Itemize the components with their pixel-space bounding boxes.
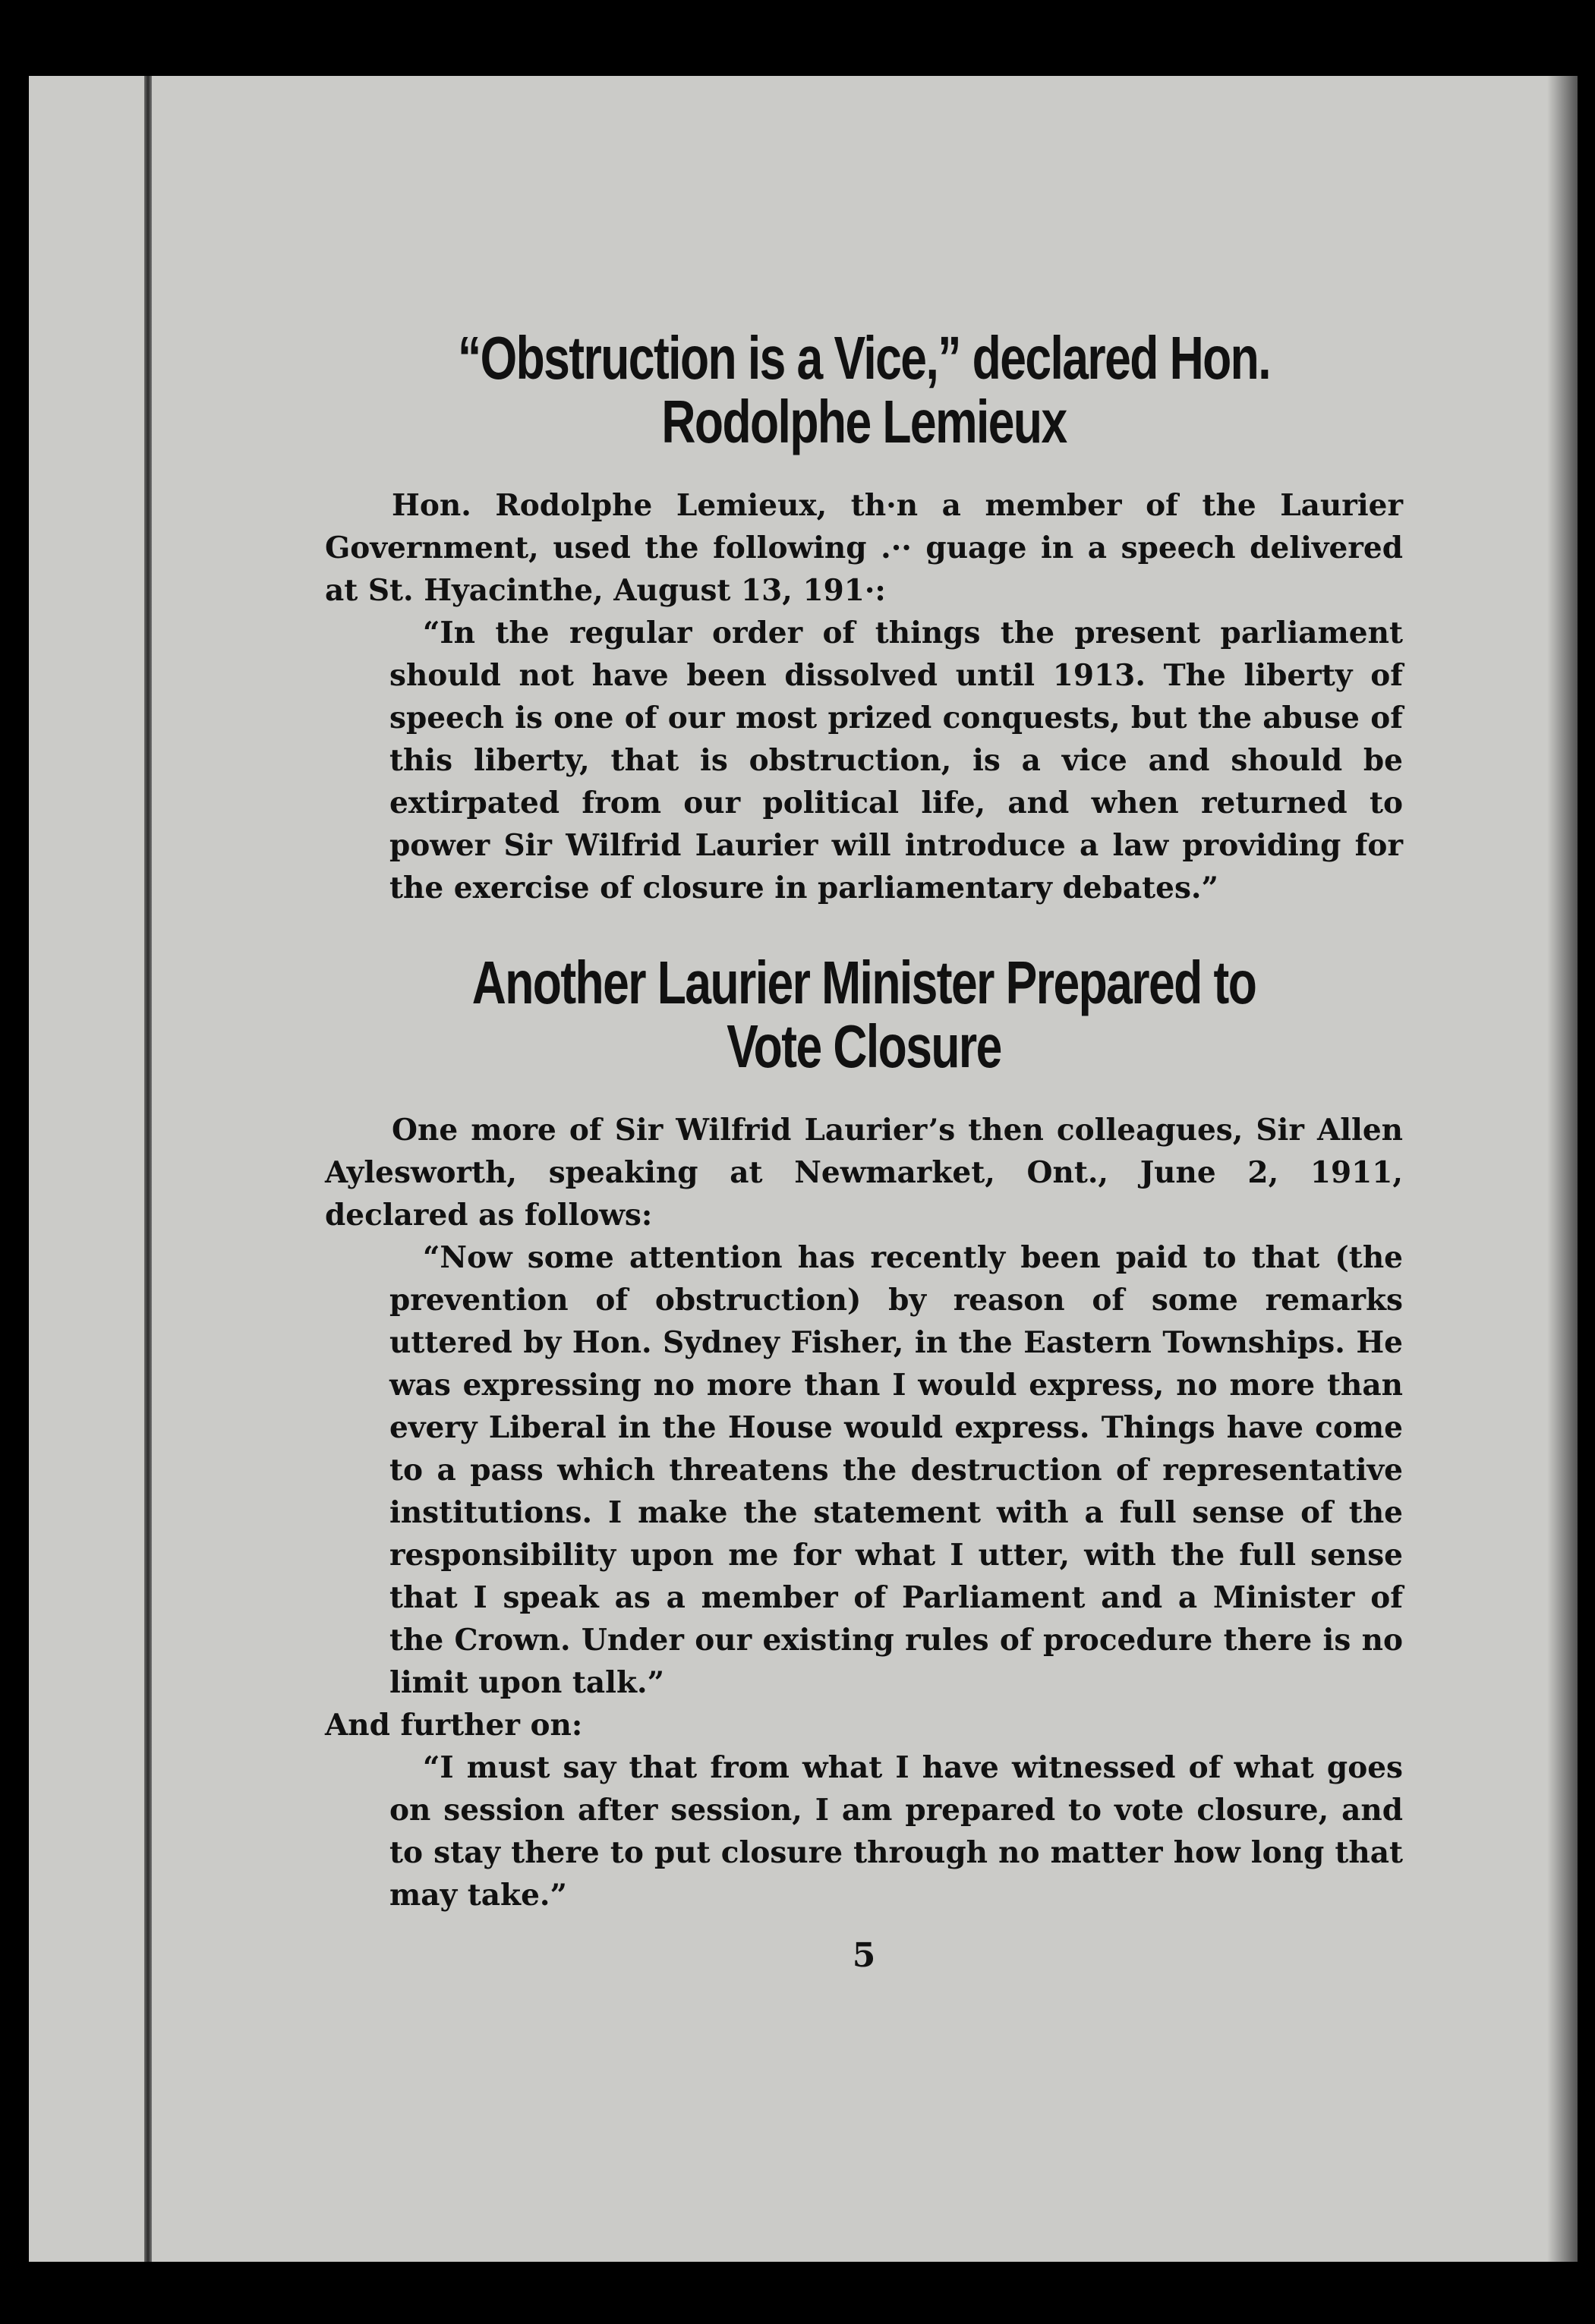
section1-heading-line2: Rodolphe Lemieux (661, 388, 1067, 455)
quote-text: Things have come to a pass which threatens the destruction of representative institutions. I make the statement with a full sense of the responsibility upon me for what I utter, with the full sense that I speak as a member of Parliament and a Minister of the Crown. Under our existing rules of procedure there is no limit upon talk.” (389, 1410, 1403, 1700)
section2-heading-line1: Another Laurier Minister Prepared to (471, 949, 1256, 1016)
quote-text: “In the regular order of things the present parliament should not have been dissolved until 1913. The liberty of speech is one of our most prized conquests, but the abuse of this liberty, that is (389, 616, 1403, 778)
binding-fold (144, 76, 152, 2262)
section2-quote1 (325, 1236, 1403, 1704)
section2-quote2 (325, 1746, 1403, 1916)
section1-intro: Hon. Rodolphe Lemieux, th·n a member of the Laurier Government, used the following .·· guage in a speech delivered at St. Hyacinthe, August 13, 191·: (325, 488, 1403, 608)
scanned-page (29, 76, 1578, 2262)
further-on-line: And further on: (325, 1708, 583, 1743)
page-content (325, 326, 1403, 1975)
quote-text: “I must say that from what I have witnessed of what goes on session after session, (389, 1750, 1403, 1828)
section2-intro: One more of Sir Wilfrid Laurier’s then colleagues, Sir Allen Aylesworth, speaking at Newmarket, Ont., June 2, 1911, declared as follows: (325, 1113, 1403, 1233)
quote-bold-text: I am prepared to vote closure, and to stay there to put closure through no matter how long that may take. (389, 1793, 1403, 1913)
section1-heading-line1: “Obstruction is a Vice,” declared Hon. (457, 324, 1271, 392)
page-number: 5 (852, 1936, 876, 1975)
section2-heading-line2: Vote Closure (727, 1012, 1001, 1080)
quote-text: and when returned to power (389, 786, 1404, 863)
quote-close: ” (550, 1878, 567, 1913)
page-edge-shadow (1547, 76, 1578, 2262)
quote-bold-text: obstruction, is a vice and should be extirpated from our political life, (389, 743, 1403, 820)
quote-bold-text: He was expressing no more than I would express, no more than every Liberal in the House would express. (389, 1325, 1403, 1445)
quote-text: “Now some attention has recently been paid to that (the prevention of obstruction) by reason of some remarks uttered by Hon. Sydney Fisher, in the Eastern Townships. (389, 1240, 1403, 1360)
section1-quote (325, 612, 1403, 909)
quote-bold-text: Sir Wilfrid Laurier will introduce a law providing for the exercise of closure in parliamentary debates. (389, 828, 1403, 905)
quote-close: ” (1201, 871, 1218, 905)
